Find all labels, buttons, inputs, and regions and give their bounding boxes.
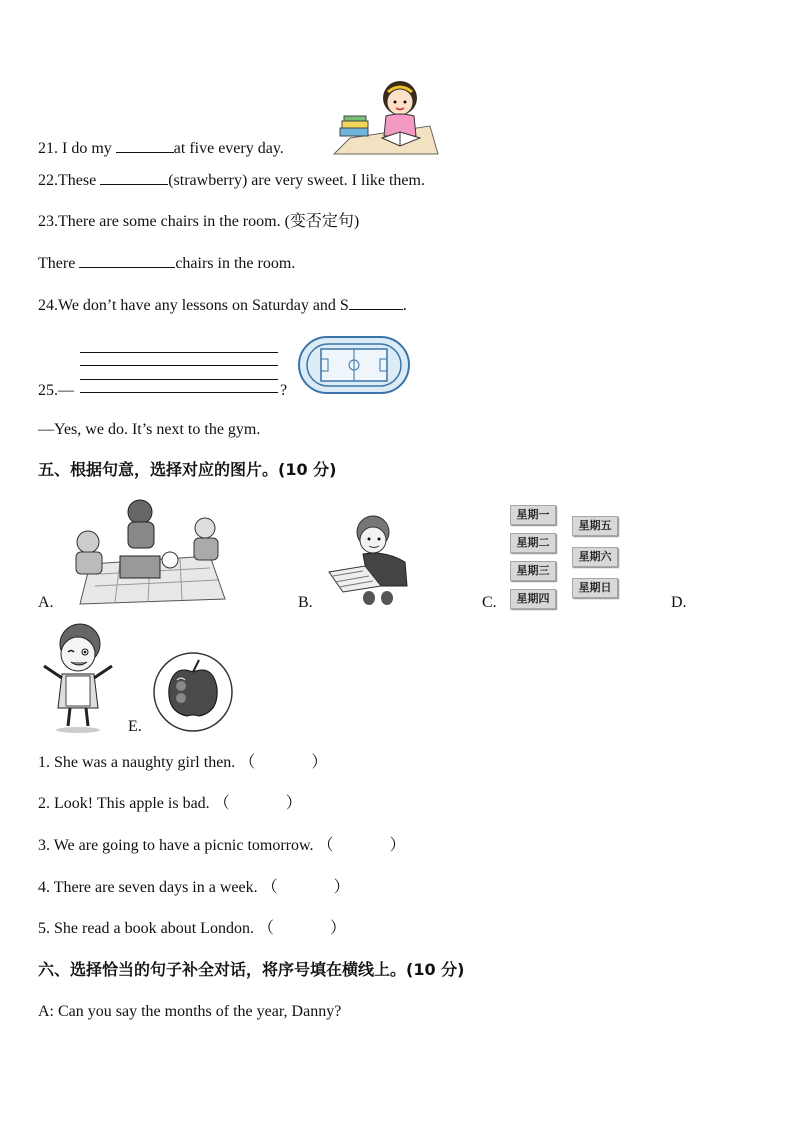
close-paren: ） (333, 879, 350, 896)
question-text: 5. She read a book about London. (38, 920, 254, 937)
weekday-tuesday: 星期二 (510, 533, 556, 553)
writing-line[interactable] (80, 352, 278, 353)
question-23-answer (38, 253, 295, 274)
option-d-label: D. (671, 594, 687, 611)
match-question-5 (38, 919, 346, 939)
question-number: 24. (38, 297, 58, 314)
winking-girl-illustration (38, 622, 118, 734)
question-text: I do my (62, 140, 112, 157)
answer-blank[interactable] (100, 170, 168, 185)
open-paren: （ (317, 837, 334, 854)
playground-track-illustration (297, 335, 411, 395)
weekday-saturday: 星期六 (572, 547, 618, 567)
open-paren: （ (261, 879, 278, 896)
question-25-end (280, 381, 287, 401)
weekday-monday: 星期一 (510, 505, 556, 525)
question-text: 3. We are going to have a picnic tomorrow. (38, 837, 314, 854)
section-five-heading: 五、根据句意，选择对应的图片。(10 分) (38, 460, 337, 479)
question-25 (38, 381, 74, 401)
picnic-illustration (60, 494, 230, 606)
section-six-heading: 六、选择恰当的句子补全对话，将序号填在横线上。(10 分) (38, 960, 465, 979)
question-text: . (402, 297, 407, 314)
question-text: chairs in the room. (175, 255, 296, 272)
close-paren: ） (329, 920, 346, 937)
question-text: These (58, 172, 97, 189)
question-24 (38, 295, 407, 316)
boy-reading-illustration (325, 512, 425, 606)
dash: — (58, 382, 74, 399)
writing-line[interactable] (80, 392, 278, 393)
question-text: There (38, 255, 76, 272)
question-21 (38, 138, 284, 159)
close-paren: ） (389, 837, 406, 854)
answer-blank[interactable] (349, 295, 403, 310)
question-text: at five every day. (173, 140, 284, 157)
dialogue-line-1: A: Can you say the months of the year, Danny? (38, 1003, 342, 1020)
open-paren: （ (213, 795, 230, 812)
close-paren: ） (311, 754, 328, 771)
question-number: 22. (38, 172, 58, 189)
option-c-label: C. (482, 594, 497, 611)
rotten-apple-illustration (151, 650, 235, 734)
weekday-thursday: 星期四 (510, 589, 556, 609)
option-a-label: A. (38, 594, 54, 611)
answer-blank[interactable] (79, 253, 175, 268)
question-text: 4. There are seven days in a week. (38, 879, 258, 896)
girl-studying-illustration (330, 76, 442, 156)
question-text: 2. Look! This apple is bad. (38, 795, 210, 812)
open-paren: （ (257, 920, 274, 937)
writing-line[interactable] (80, 365, 278, 366)
option-b-label: B. (298, 594, 313, 611)
option-e-label: E. (128, 718, 142, 735)
question-number: 21. (38, 140, 58, 157)
weekday-sunday: 星期日 (572, 578, 618, 598)
question-text: 1. She was a naughty girl then. (38, 754, 236, 771)
question-text: We don’t have any lessons on Saturday and S (58, 297, 349, 314)
question-text: (strawberry) are very sweet. I like them. (168, 172, 425, 189)
question-text: There are some chairs in the room. (变否定句) (58, 213, 360, 230)
match-question-3 (38, 836, 406, 856)
match-question-4 (38, 878, 350, 898)
question-number: 23. (38, 213, 58, 230)
weekday-wednesday: 星期三 (510, 561, 556, 581)
weekday-friday: 星期五 (572, 516, 618, 536)
question-mark: ? (280, 382, 288, 399)
question-23 (38, 212, 359, 232)
question-25-answer (38, 420, 260, 440)
match-question-1 (38, 753, 327, 773)
question-text: —Yes, we do. It’s next to the gym. (38, 421, 261, 438)
answer-blank[interactable] (116, 138, 174, 153)
writing-line[interactable] (80, 379, 278, 380)
close-paren: ） (285, 795, 302, 812)
question-number: 25. (38, 382, 58, 399)
question-22 (38, 170, 425, 191)
open-paren: （ (239, 754, 256, 771)
match-question-2 (38, 794, 302, 814)
